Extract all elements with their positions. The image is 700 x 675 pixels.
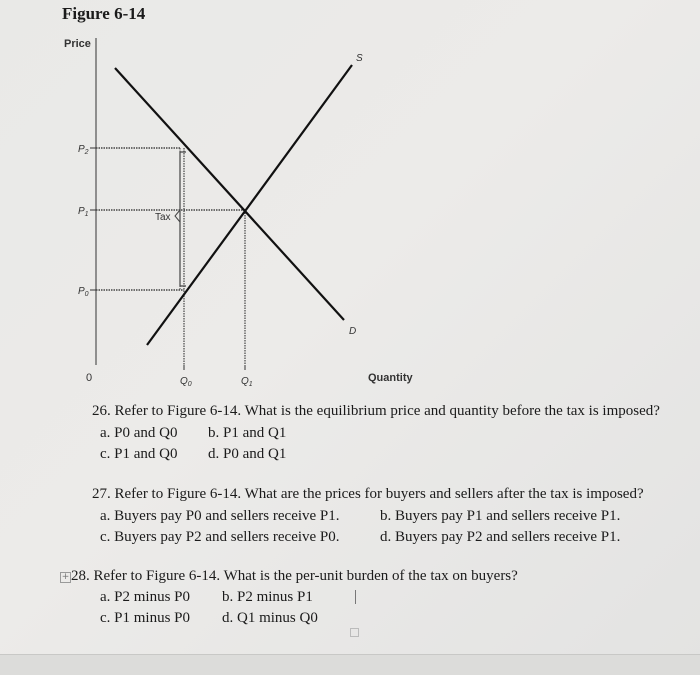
demand-curve bbox=[115, 68, 344, 320]
tax-brace-point bbox=[175, 210, 180, 222]
supply-curve bbox=[147, 65, 352, 345]
price-label-p1: $P_1$ bbox=[78, 206, 89, 218]
question-stem: 28. Refer to Figure 6-14. What is the per-unit burden of the tax on buyers? bbox=[71, 568, 518, 584]
option-c[interactable]: c. Buyers pay P2 and sellers receive P0. bbox=[100, 529, 340, 545]
option-b[interactable]: b. P2 minus P1 bbox=[222, 589, 313, 605]
tax-bracket bbox=[180, 152, 186, 286]
price-label-p2: $P_2$ bbox=[78, 144, 89, 156]
option-b[interactable]: b. Buyers pay P1 and sellers receive P1. bbox=[380, 508, 621, 524]
demand-label: D bbox=[349, 326, 357, 337]
option-c[interactable]: c. P1 minus P0 bbox=[100, 610, 191, 626]
y-axis-label: Price bbox=[64, 38, 91, 50]
origin-label: 0 bbox=[86, 372, 93, 384]
option-a[interactable]: a. Buyers pay P0 and sellers receive P1. bbox=[100, 508, 340, 524]
option-b[interactable]: b. P1 and Q1 bbox=[208, 425, 287, 441]
text-cursor-icon bbox=[355, 590, 356, 604]
price-label-p0: $P_0$ bbox=[78, 286, 89, 298]
question-stem: 27. Refer to Figure 6-14. What are the prices for buyers and sellers after the tax is imposed? bbox=[92, 486, 644, 502]
x-axis-label: Quantity bbox=[368, 372, 413, 384]
bottom-edge bbox=[0, 654, 700, 675]
supply-label: S bbox=[356, 53, 363, 64]
checkbox-icon[interactable] bbox=[350, 628, 359, 637]
tax-label: Tax bbox=[155, 212, 171, 223]
question-stem: 26. Refer to Figure 6-14. What is the equilibrium price and quantity before the tax is imposed? bbox=[92, 403, 660, 419]
figure-title: Figure 6-14 bbox=[62, 4, 146, 23]
option-c[interactable]: c. P1 and Q0 bbox=[100, 446, 178, 462]
option-a[interactable]: a. P0 and Q0 bbox=[100, 425, 178, 441]
option-d[interactable]: d. P0 and Q1 bbox=[208, 446, 287, 462]
expand-plus-icon[interactable]: + bbox=[61, 572, 70, 582]
option-a[interactable]: a. P2 minus P0 bbox=[100, 589, 191, 605]
quantity-label-q0: $Q_0$ bbox=[180, 376, 192, 388]
option-d[interactable]: d. Q1 minus Q0 bbox=[222, 610, 318, 626]
option-d[interactable]: d. Buyers pay P2 and sellers receive P1. bbox=[380, 529, 621, 545]
quantity-label-q1: $Q_1$ bbox=[241, 376, 253, 388]
